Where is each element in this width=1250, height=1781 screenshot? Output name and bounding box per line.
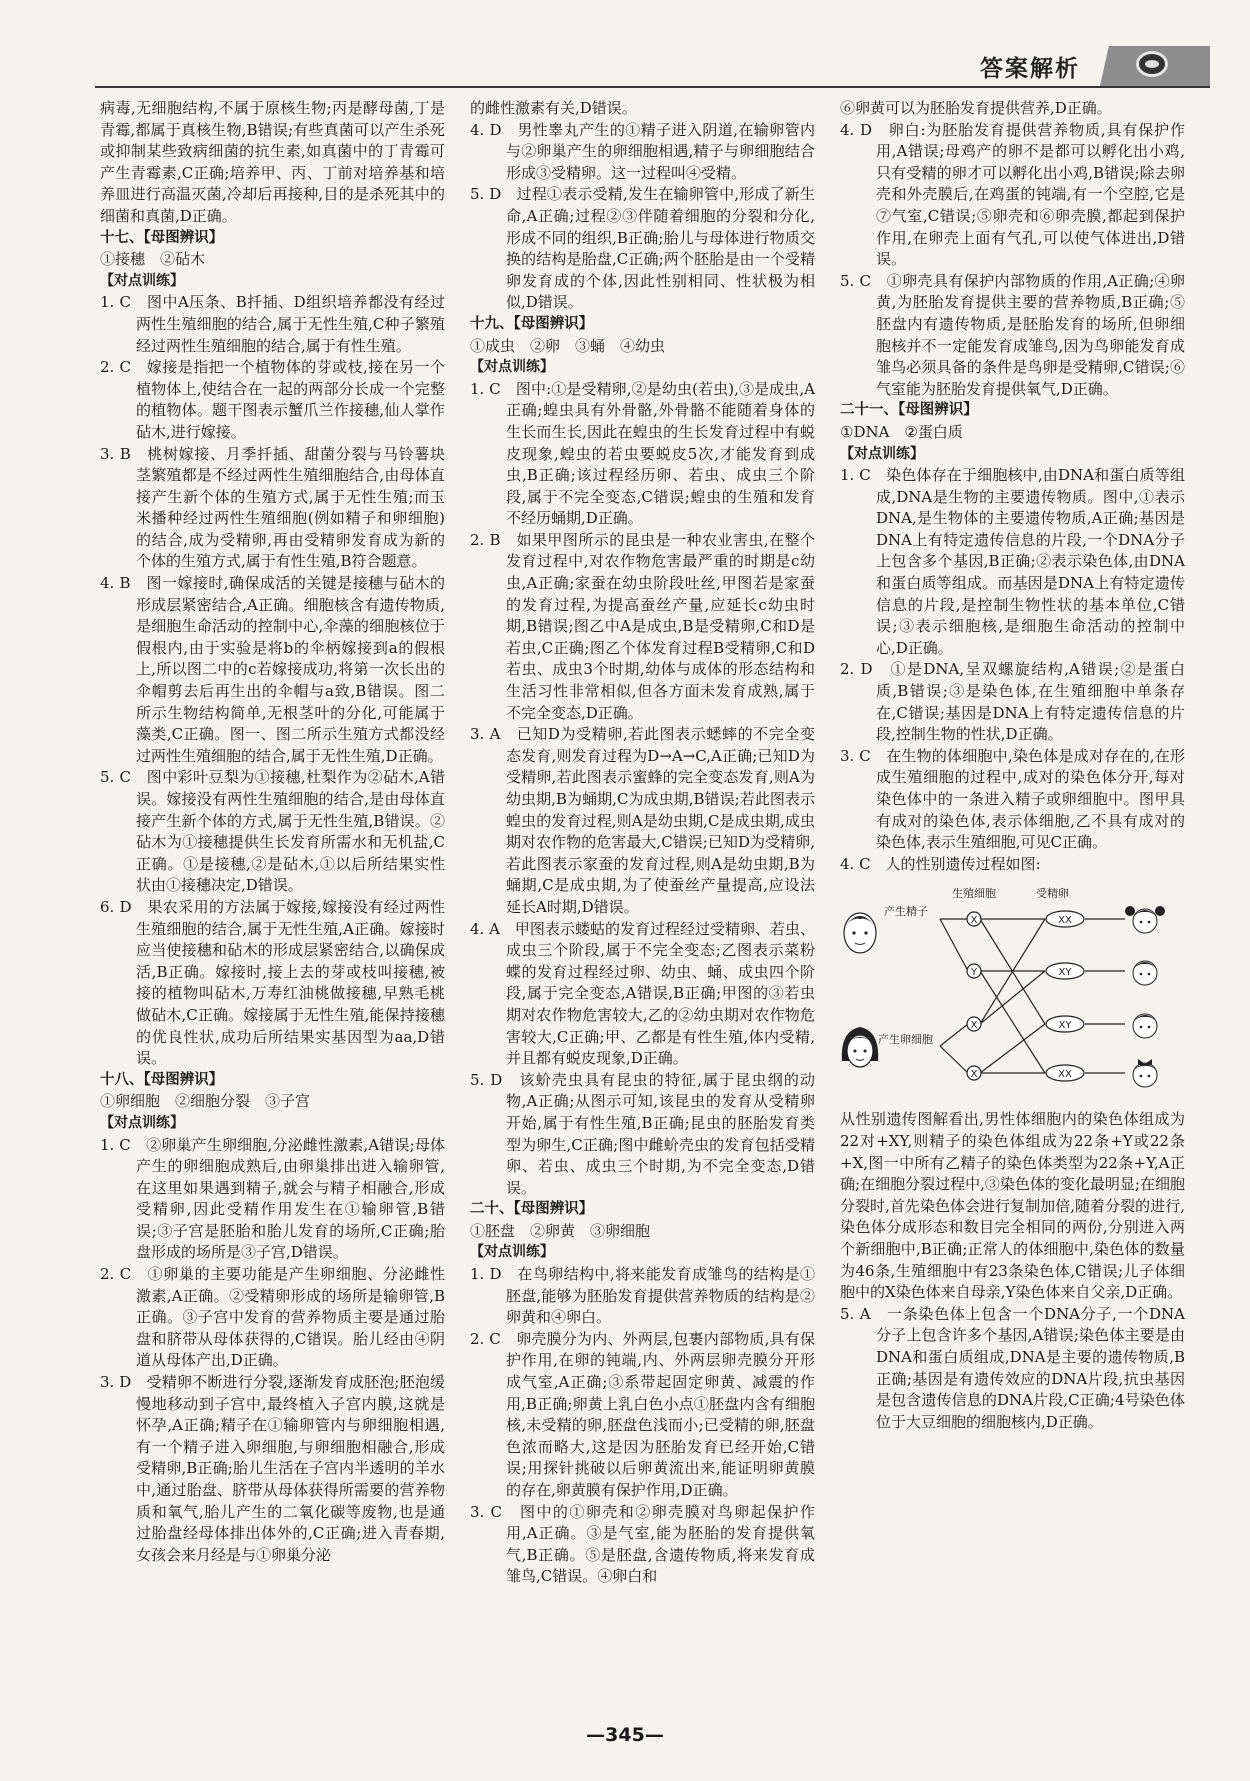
gamete-label: X bbox=[970, 1020, 978, 1032]
answer-item: 1. C ②卵巢产生卵细胞,分泌雌性激素,A错误;母体产生的卵细胞成熟后,由卵巢排出进入输卵管,在这里如果遇到精子,就会与精子相融合,形成受精卵,因此受精作用发生在①输卵管,B错误;③子宫是胚胎和胎儿发育的场所,C正确;胎盘形成的场所是③子宫,D错误。 bbox=[100, 1135, 445, 1262]
answer-key: ①成虫 ②卵 ③蛹 ④幼虫 bbox=[470, 336, 666, 355]
answer-item: 5. C 图中彩叶豆梨为①接穗,杜梨作为②砧木,A错误。嫁接没有两性生殖细胞的结合,是由母体直接产生新个体的方式,属于无性生殖,B错误。②砧木为①接穗提供生长发育所需水和无机盐,C正确。①是接穗,②是砧木,①以后所结果实性状由①接穗决定,D错误。 bbox=[100, 768, 445, 895]
answer-item: 2. C ①卵巢的主要功能是产生卵细胞、分泌雌性激素,A正确。②受精卵形成的场所是输卵管,B正确。③子宫中发育的营养物质主要是通过胎盘和脐带从母体获得的,C错误。胎儿经由④阴道从母体产出,D正确。 bbox=[100, 1265, 445, 1370]
answer-item: 4. A 甲图表示蝼蛄的发育过程经过受精卵、若虫、成虫三个阶段,属于不完全变态;乙图表示菜粉蝶的发育过程经过卵、幼虫、蛹、成虫四个阶段,属于完全变态,A错误,B正确;甲图的③若虫期对农作物危害较大,乙的②幼虫期对农作物危害较大,C正确;甲、乙都是有性生殖,体内受精,并且都有蜕皮现象,D正确。 bbox=[470, 919, 815, 1068]
zygote-label: XX bbox=[1058, 915, 1072, 927]
section-heading: 二十、【母图辨识】 bbox=[470, 1201, 594, 1218]
answer-item: 3. C 在生物的体细胞中,染色体是成对存在的,在形成生殖细胞的过程中,成对的染色体分开,每对染色体中的一条进入精子或卵细胞中。图甲具有成对的染色体,表示体细胞,乙不具有成对的染色体,表示生殖细胞,可见C正确。 bbox=[840, 746, 1185, 852]
answer-item: 2. C 嫁接是指把一个植物体的芽或枝,接在另一个植物体上,使结合在一起的两部分长成一个完整的植物体。题干图表示蟹爪兰作接穗,仙人掌作砧木,进行嫁接。 bbox=[100, 358, 445, 441]
answer-item: 3. B 桃树嫁接、月季扦插、甜菌分裂与马铃薯块茎繁殖都是不经过两性生殖细胞结合,由母体直接产生新个体的生殖方式,属于无性生殖;而玉米播种经过两性生殖细胞(例如精子和卵细胞)的结合,成为受精卵,再由受精卵发育成为新的个体的生殖方式,属于有性生殖,B符合题意。 bbox=[100, 444, 445, 571]
answer-item: 4. C 人的性别遗传过程如图: bbox=[840, 854, 1041, 873]
son-icon bbox=[1133, 961, 1157, 985]
answer-item: 2. C 卵壳膜分为内、外两层,包裹内部物质,具有保护作用,在卵的钝端,内、外两层卵壳膜分开形成气室,A正确;③系带起固定卵黄、减震的作用,B正确;卵黄上乳白色小点①胚盘内含有细胞核,未受精的卵,胚盘色浅而小;已受精的卵,胚盘色浓而略大,这是因为胚胎发育已经开始,C错误;用探针挑破以后卵黄流出来,能证明卵黄膜的存在,卵黄膜有保护作用,D正确。 bbox=[470, 1329, 815, 1499]
diagram-line bbox=[940, 1046, 968, 1073]
header-divider bbox=[95, 86, 1210, 88]
answer-item: 3. D 受精卵不断进行分裂,逐渐发育成胚泡;胚泡缓慢地移动到子宫中,最终植入子宫内膜,这就是怀孕,A正确;精子在①输卵管内与卵细胞相遇,有一个精子进入卵细胞,与卵细胞相融合,形成受精卵,B正确;胎儿生活在子宫内半透明的羊水中,通过胎盘、脐带从母体获得所需要的营养物质和氧气,胎儿产生的二氧化碳等废物,也是通过胎盘经母体排出体外的,C正确;进入青春期,女孩会来月经是与①卵巢分泌 bbox=[100, 1373, 445, 1564]
answer-item: 3. C 图中的①卵壳和②卵壳膜对鸟卵起保护作用,A正确。③是气室,能为胚胎的发育提供氧气,B正确。⑤是胚盘,含遗传物质,将来发育成雏鸟,C错误。④卵白和 bbox=[470, 1502, 815, 1586]
father-icon bbox=[844, 913, 876, 953]
mother-icon bbox=[842, 1027, 878, 1067]
answer-item: 5. D 过程①表示受精,发生在输卵管中,形成了新生命,A正确;过程②③伴随着细胞的分裂和分化,形成不同的组织,B正确;胎儿与母体进行物质交换的结构是胎盘,C正确;两个胚胎是由一个受精卵发育成的个体,因此性别相同、性状极为相似,D错误。 bbox=[470, 185, 815, 312]
daughter-icon bbox=[1125, 906, 1165, 933]
answer-item: 5. C ①卵壳具有保护内部物质的作用,A正确;④卵黄,为胚胎发育提供主要的营养物质,B正确;⑤胚盘内有遗传物质,是胚胎发育的场所,但卵细胞核并不一定能发育成雏鸟,因为鸟卵能发育成雏鸟必须具备的条件是鸟卵是受精卵,C错误;⑥气室能为胚胎发育提供氧气,D正确。 bbox=[840, 271, 1185, 398]
answer-item: 4. D 男性睾丸产生的①精子进入阴道,在输卵管内与②卵巢产生的卵细胞相遇,精子与卵细胞结合形成③受精卵。这一过程叫④受精。 bbox=[470, 120, 815, 182]
section-heading: 二十一、【母图辨识】 bbox=[840, 402, 978, 419]
answer-item: 3. A 已知D为受精卵,若此图表示蟋蟀的不完全变态发育,则发育过程为D→A→C,A正确;已知D为受精卵,若此图表示蜜蜂的完全变态发育,则A为幼虫期,B为蛹期,C为成虫期,B错误;若此图表示蝗虫的发育过程,则A是幼虫期,C是成虫期,成虫期对农作物的危害最大,C错误;已知D为受精卵,若此图表示家蚕的发育过程,则A是幼虫期,B为蛹期,C是成虫期,为了使蚕丝产量提高,应设法延长A时期,D错误。 bbox=[470, 725, 815, 916]
diagram-line bbox=[940, 919, 968, 971]
answer-item: 4. D 卵白:为胚胎发育提供营养物质,具有保护作用,A错误;母鸡产的卵不是都可以孵化出小鸡,只有受精的卵才可以孵化出小鸡,B错误;除去卵壳和外壳膜后,在鸡蛋的钝端,有一个空腔,它是⑦气室,C错误;⑤卵壳和⑥卵壳膜,都起到保护作用,在卵壳上面有气孔,可以使气体进出,D错误。 bbox=[840, 120, 1185, 269]
egg-label: 产生卵细胞 bbox=[878, 1033, 933, 1047]
answer-key: ①卵细胞 ②细胞分裂 ③子宫 bbox=[100, 1092, 311, 1111]
sex-inheritance-diagram bbox=[840, 881, 1185, 1101]
gamete-label: Y bbox=[970, 967, 978, 979]
section-heading: 十七、【母图辨识】 bbox=[100, 229, 224, 246]
answer-item: 1. C 图中:①是受精卵,②是幼虫(若虫),③是成虫,A正确;蝗虫具有外骨骼,外骨骼不能随着身体的生长而生长,因此在蝗虫的生长发育过程中有蜕皮现象,蝗虫的若虫要蜕皮5次,才能发育到成虫,B正确;该过程经历卵、若虫、成虫三个阶段,属于不完全变态,C错误;蝗虫的生殖和发育不经历蛹期,D正确。 bbox=[470, 379, 815, 528]
answer-item: 1. C 染色体存在于细胞核中,由DNA和蛋白质等组成,DNA是生物的主要遗传物质。图中,①表示DNA,是生物体的主要遗传物质,A正确;基因是DNA上有特定遗传信息的片段,一个DNA分子上包含多个基因,B正确;②表示染色体,由DNA和蛋白质等组成。而基因是DNA上有特定遗传信息的片段,是控制生物性状的基本单位,C错误;③表示细胞核,是细胞生命活动的控制中心,D正确。 bbox=[840, 466, 1185, 657]
paragraph: 从性别遗传图解看出,男性体细胞内的染色体组成为22对+XY,则精子的染色体组成为22条+Y或22条+X,图一中所有乙精子的染色体类型为22条+Y,A正确;在细胞分裂过程中,③染色体的变化最明显;在细胞分裂时,首先染色体会进行复制加倍,随着分裂的进行,染色体分成形态和数目完全相同的两份,分别进入两个新细胞中,B正确;正常人的体细胞中,染色体的数量为46条,生殖细胞中有23条染色体,C错误;儿子体细胞中的X染色体来自母亲,Y染色体来自父亲,D正确。 bbox=[840, 1110, 1185, 1302]
subsection-heading: 【对点训练】 bbox=[100, 272, 184, 289]
answer-item: 5. D 该蚧壳虫具有昆虫的特征,属于昆虫纲的动物,A正确;从图示可知,该昆虫的发育从受精卵开始,属于有性生殖,B正确;昆虫的胚胎发育类型为卵生,C正确;图中雌蚧壳虫的发育包括受精卵、若虫、成虫三个时期,为不完全变态,D错误。 bbox=[470, 1070, 815, 1197]
answer-item: 2. D ①是DNA,呈双螺旋结构,A错误;②是蛋白质,B错误;③是染色体,在生殖细胞中单条存在,C错误;基因是DNA上有特定遗传信息的片段,控制生物的性状,D正确。 bbox=[840, 660, 1185, 744]
section-heading: 十八、【母图辨识】 bbox=[100, 1071, 224, 1088]
zygote-header-label: 受精卵 bbox=[1036, 887, 1069, 901]
zygote-label: XY bbox=[1058, 967, 1072, 979]
subsection-heading: 【对点训练】 bbox=[470, 359, 554, 376]
daughter-icon bbox=[1133, 1059, 1157, 1087]
answer-item: 5. A 一条染色体上包含一个DNA分子,一个DNA分子上包含许多个基因,A错误;染色体主要是由DNA和蛋白质组成,DNA是主要的遗传物质,B正确;基因是有遗传效应的DNA片段,抗虫基因是包含遗传信息的DNA片段,C正确;4号染色体位于大豆细胞的细胞核内,D正确。 bbox=[840, 1304, 1185, 1431]
subsection-heading: 【对点训练】 bbox=[840, 445, 924, 462]
germ-cell-label: 生殖细胞 bbox=[952, 887, 996, 901]
answer-key: ①DNA ②蛋白质 bbox=[840, 422, 963, 441]
answer-item: 2. B 如果甲图所示的昆虫是一种农业害虫,在整个发育过程中,对农作物危害最严重的时期是c幼虫,A正确;家蚕在幼虫阶段吐丝,甲图若是家蚕的发育过程,为提高蚕丝产量,应延长c幼虫时期,B错误;图乙中A是成虫,B是受精卵,C和D是若虫,C正确;图乙个体发育过程B受精卵,C和D若虫、成虫3个时期,幼体与成体的形态结构和生活习性非常相似,但各方面未发育成熟,属于不完全变态,D正确。 bbox=[470, 530, 815, 722]
son-icon bbox=[1133, 1014, 1157, 1038]
gamete-label: X bbox=[970, 1069, 978, 1081]
paragraph: 的雌性激素有关,D错误。 bbox=[470, 99, 637, 117]
column-1 bbox=[100, 98, 445, 1566]
paragraph: ⑥卵黄可以为胚胎发育提供营养,D正确。 bbox=[840, 99, 1112, 117]
logo-icon bbox=[1136, 51, 1168, 77]
diagram-line bbox=[980, 971, 1045, 1073]
diagram-line bbox=[980, 971, 1045, 1024]
diagram-line bbox=[980, 1024, 1045, 1073]
section-heading: 十九、【母图辨识】 bbox=[470, 315, 594, 332]
column-2 bbox=[470, 98, 815, 1588]
gamete-label: X bbox=[970, 915, 978, 927]
answer-item: 1. C 图中A压条、B扦插、D组织培养都没有经过两性生殖细胞的结合,属于无性生殖,C种子繁殖经过两性生殖细胞的结合,属于有性生殖。 bbox=[100, 293, 445, 355]
paragraph: 病毒,无细胞结构,不属于原核生物;丙是酵母菌,丁是青霉,都属于真核生物,B错误;有些真菌可以产生杀死或抑制某些致病细菌的抗生素,如真菌中的丁青霉可产生青霉素,C正确;培养甲、丙、丁前对培养基和培养皿进行高温灭菌,冷却后再接种,目的是杀死其中的细菌和真菌,D正确。 bbox=[100, 99, 445, 225]
diagram-svg bbox=[840, 881, 1185, 1101]
diagram-line bbox=[940, 1024, 968, 1046]
answer-item: 4. B 图一嫁接时,确保成活的关键是接穗与砧木的形成层紧密结合,A正确。细胞核含有遗传物质,是细胞生命活动的控制中心,伞藻的细胞核位于假根内,由于实验是将b的伞柄嫁接到a的假根上,所以图二中的c若嫁接成功,将第一次长出的伞帽剪去后再生出的伞帽与a致,B错误。图二所示生物结构简单,无根茎叶的分化,可能属于藻类,C正确。图一、图二所示生殖方式都没经过两性生殖细胞的结合,属于无性生殖,D正确。 bbox=[100, 574, 445, 765]
column-3 bbox=[840, 98, 1185, 1433]
zygote-label: XX bbox=[1058, 1069, 1072, 1081]
page-number: —345— bbox=[586, 1724, 664, 1746]
zygote-label: XY bbox=[1058, 1020, 1072, 1032]
answer-key: ①胚盘 ②卵黄 ③卵细胞 bbox=[470, 1221, 651, 1240]
header-title: 答案解析 bbox=[980, 56, 1080, 82]
answer-item: 6. D 果农采用的方法属于嫁接,嫁接没有经过两性生殖细胞的结合,属于无性生殖,A正确。嫁接时应当使接穗和砧木的形成层紧密结合,以确保成活,B正确。嫁接时,接上去的芽或枝叫接穗,被接的植物叫砧木,万寿红油桃做接穗,早熟毛桃做砧木,C正确。嫁接属于无性生殖,能保持接穗的优良性状,成功后所结果实基因型为aa,D错误。 bbox=[100, 897, 445, 1068]
answer-key: ①接穗 ②砧木 bbox=[100, 250, 206, 269]
sperm-label: 产生精子 bbox=[884, 905, 928, 919]
subsection-heading: 【对点训练】 bbox=[470, 1244, 554, 1261]
answer-item: 1. D 在鸟卵结构中,将来能发育成雏鸟的结构是①胚盘,能够为胚胎发育提供营养物质的结构是②卵黄和④卵白。 bbox=[470, 1265, 815, 1327]
subsection-heading: 【对点训练】 bbox=[100, 1114, 184, 1131]
